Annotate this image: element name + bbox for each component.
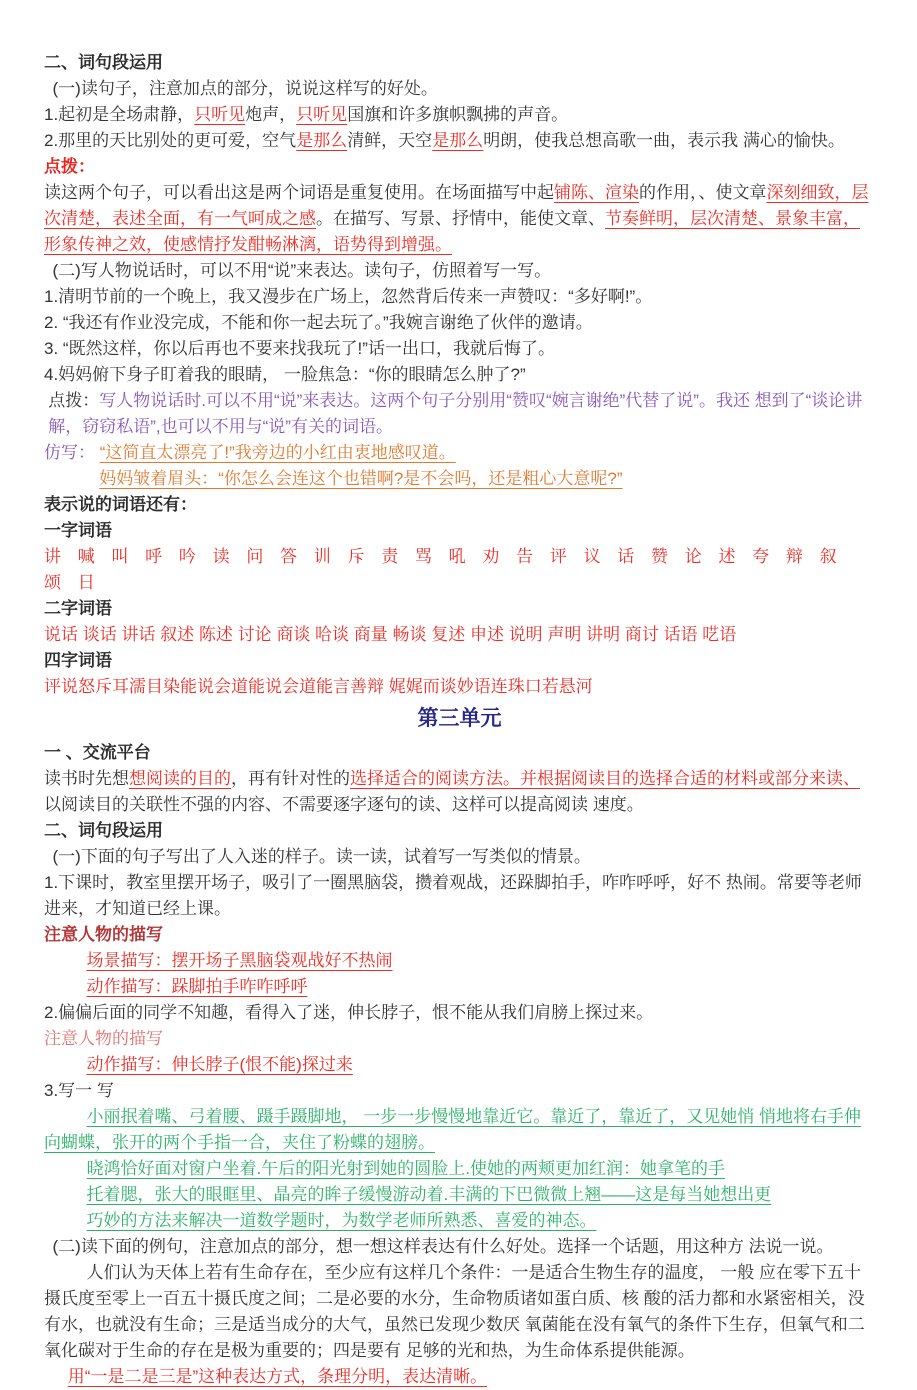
section-heading-word-usage-2	[44, 818, 875, 844]
student-example-2-line-3	[44, 1208, 875, 1234]
text-run: 托着腮，张大的眼眶里、晶亮的眸子缓慢游动着.丰满的下巴微微上翘——这是每当她想出更	[86, 1185, 772, 1204]
text-run: 只听见	[194, 105, 246, 124]
text-run: 二、词句段运用	[44, 53, 163, 72]
dianbo-2-paragraph	[44, 388, 875, 440]
text-run: 2.偏偏后面的同学不知趣，看得入了迷，伸长脖子，恨不能从我们肩膀上探过来。	[44, 1003, 654, 1022]
write-one-prompt	[44, 1078, 875, 1104]
text-run: (二)写人物说话时，可以不用“说”来表达。读句子，仿照着写一写。	[52, 261, 552, 280]
text-run: 3. “既然这样，你以后再也不要来找我玩了!”话一出口，我就后悔了。	[44, 339, 555, 358]
text-run: 晓鸿恰好面对窗户坐着.午后的阳光射到她的圆脸上.使她的两颊更加红润：她拿笔的手	[86, 1159, 725, 1178]
text-run: 的作用，、使文章	[639, 183, 767, 202]
text-run: 一字词语	[44, 521, 112, 540]
example-sentence-7	[44, 870, 875, 922]
text-run: 妈妈皱着眉头：“你怎么会连这个也错啊?是不会吗，还是粗心大意呢?”	[99, 469, 623, 488]
text-run: 3.写一 写	[44, 1081, 114, 1100]
text-run: 小丽抿着嘴、弓着腰、蹑手蹑脚地， 一步一步慢慢地靠近它。靠近了，靠近了，又见她悄 悄地将右手伸向蝴蝶，张开的两个手指一合，夹住了粉蝶的翅膀。	[44, 1107, 861, 1152]
text-run: 读这两个句子，可以看出这是两个词语是重复使用。在场面描写中起	[44, 183, 554, 202]
exercise-1-prompt	[44, 76, 875, 102]
exercise-4-prompt	[44, 1234, 875, 1260]
text-run: 人们认为天体上若有生命存在，至少应有这样几个条件：一是适合生物生存的温度， 一般 应在零下五十摄氏度至零上一百五十摄氏度之间；二是必要的水分，生命物质诸如蛋白质、核 酸的活力都和水紧密相关，没有水，也就没有生命；三是适当成分的大气，虽然已发现少数厌 氧菌能在没有氧气的条件下生存，但氧气和二氧化碳对于生命的存在是极为重要的；四是要有 足够的光和热，为生命体系提供能源。	[44, 1263, 865, 1360]
scene-description-note	[44, 948, 875, 974]
text-run: 写人物说话时.可以不用“说”来表达。这两个句子分别用“赞叹“婉言谢绝”代替了说”。我还 想到了“谈论讲解，窃窃私语”,也可以不用与“说”有关的词语。	[48, 391, 863, 436]
text-run: (一)下面的句子写出了人入迷的样子。读一读，试着写一写类似的情景。	[52, 847, 591, 866]
exercise-2-prompt	[44, 258, 875, 284]
exchange-platform-heading	[44, 740, 875, 766]
text-run: 1.起初是全场肃静，	[44, 105, 195, 124]
text-run: 评说怒斥耳濡目染能说会道能说会道能言善辩 娓娓而谈妙语连珠口若悬河	[44, 677, 593, 696]
example-sentence-1	[44, 102, 875, 128]
text-run: 1.清明节前的一个晚上，我又漫步在广场上，忽然背后传来一声赞叹：“多好啊!”。	[44, 287, 653, 306]
text-run: 以阅读目的关联性不强的内容、不需要逐字逐句的读、这样可以提高阅读 速度。	[44, 795, 644, 814]
text-run: 2.那里的天比别处的更可爱，空气	[44, 131, 297, 150]
student-example-2-line-2	[44, 1182, 875, 1208]
example-sentence-6	[44, 362, 875, 388]
section-heading-word-usage	[44, 50, 875, 76]
text-run: 想阅读的目的	[129, 769, 231, 788]
summary-note	[44, 1364, 875, 1390]
text-run: (二)读下面的例句，注意加点的部分，想一想这样表达有什么好处。选择一个话题，用这种方 法说一说。	[52, 1237, 834, 1256]
text-run: 1.下课时，教室里摆开场子，吸引了一圈黑脑袋，攒着观战，还跺脚拍手，咋咋呼呼，好不 热闹。常要等老师进来，才知道已经上课。	[44, 873, 862, 918]
text-run: 点拨：	[44, 157, 95, 176]
unit-3-heading	[44, 703, 875, 736]
text-run: 一 、交流平台	[44, 743, 151, 762]
two-char-words-list	[44, 622, 875, 648]
text-run: 表示说的词语还有：	[44, 495, 197, 514]
text-run: 炮声，	[245, 105, 297, 124]
text-run: 选择适合的阅读方法。并根据阅读目的选择合适的材料或部分来读、	[350, 769, 860, 788]
text-run: 节奏鲜明，层次清楚、景象丰富，形象传神之效，使感情抒发酣畅淋漓，语势得到增强。	[44, 209, 860, 254]
action-description-note-1	[44, 974, 875, 1000]
say-words-heading	[44, 492, 875, 518]
example-sentence-8	[44, 1000, 875, 1026]
text-run: 二字词语	[44, 599, 112, 618]
text-run: 是那么	[432, 131, 484, 150]
text-run: 只听见	[296, 105, 348, 124]
text-run: 国旗和许多旗帜飘拂的声音。	[347, 105, 569, 124]
text-run: 明朗，使我总想高歌一曲，表示我 满心的愉快。	[483, 131, 845, 150]
text-run: 场景描写：摆开场子黑脑袋观战好不热闹	[86, 951, 393, 970]
text-run: 注意人物的描写	[44, 1029, 163, 1048]
text-run: 说话 谈话 讲话 叙述 陈述 讨论 商谈 哈谈 商量 畅谈 复述 申述 说明 声明 讲明 商讨 话语 呓语	[44, 625, 737, 644]
note-people-description-1	[44, 922, 875, 948]
student-example-1	[44, 1104, 875, 1156]
example-sentence-3	[44, 284, 875, 310]
example-sentence-4	[44, 310, 875, 336]
exercise-3-prompt	[44, 844, 875, 870]
example-sentence-5	[44, 336, 875, 362]
text-run: 动作描写：伸长脖子(恨不能)探过来	[86, 1055, 353, 1074]
two-char-words-heading	[44, 596, 875, 622]
exchange-platform-paragraph	[44, 766, 875, 818]
life-conditions-passage	[44, 1260, 875, 1364]
text-run: 4.妈妈俯下身子盯着我的眼睛， 一脸焦急：“你的眼睛怎么肿了?”	[44, 365, 526, 384]
note-people-description-2	[44, 1026, 875, 1052]
text-run: “这简直太漂亮了!”我旁边的小红由衷地感叹道。	[99, 443, 456, 462]
text-run: 铺陈、渲染	[554, 183, 639, 202]
text-run: 巧妙的方法来解决一道数学题时，为数学老师所熟悉、喜爱的神态。	[86, 1211, 597, 1230]
text-run: 。在描写、写景、抒情中，能使文章、	[316, 209, 605, 228]
text-run: 2. “我还有作业没完成，不能和你一起去玩了。”我婉言谢绝了伙伴的邀请。	[44, 313, 593, 332]
fangxie-line-2	[44, 466, 875, 492]
text-run: 注意人物的描写	[44, 925, 163, 944]
text-run: 点拨：	[48, 391, 100, 410]
text-run: 四字词语	[44, 651, 112, 670]
action-description-note-2	[44, 1052, 875, 1078]
one-char-words-list	[44, 544, 875, 596]
text-run: 讲 喊 叫 呼 吟 读 问 答 训 斥 责 骂 吼 劝 告 评 议 话 赞 论 述 夸 辩 叙 颂 日	[44, 547, 843, 592]
text-run: 仿写：	[44, 443, 100, 462]
text-run: ，再有针对性的	[231, 769, 350, 788]
dianbo-1-paragraph	[44, 180, 875, 258]
text-run: (一)读句子，注意加点的部分，说说这样写的好处。	[52, 79, 438, 98]
text-run: 深刻细致，层次清楚，表述全面，有一气呵成之感	[44, 183, 869, 228]
four-char-words-list	[44, 674, 875, 700]
text-run: 二、词句段运用	[44, 821, 163, 840]
text-run: 清鲜，天空	[347, 131, 433, 150]
student-example-2-line-1	[44, 1156, 875, 1182]
fangxie-line-1	[44, 440, 875, 466]
example-sentence-2	[44, 128, 875, 154]
text-run: 读书时先想	[44, 769, 129, 788]
text-run: 是那么	[296, 131, 348, 150]
text-run: 第三单元	[417, 707, 502, 730]
one-char-words-heading	[44, 518, 875, 544]
four-char-words-heading	[44, 648, 875, 674]
text-run: 动作描写：跺脚拍手咋咋呼呼	[86, 977, 308, 996]
dianbo-label-1	[44, 154, 875, 180]
text-run: 用“一是二是三是”这种表达方式，条理分明，表达清晰。	[67, 1367, 488, 1386]
